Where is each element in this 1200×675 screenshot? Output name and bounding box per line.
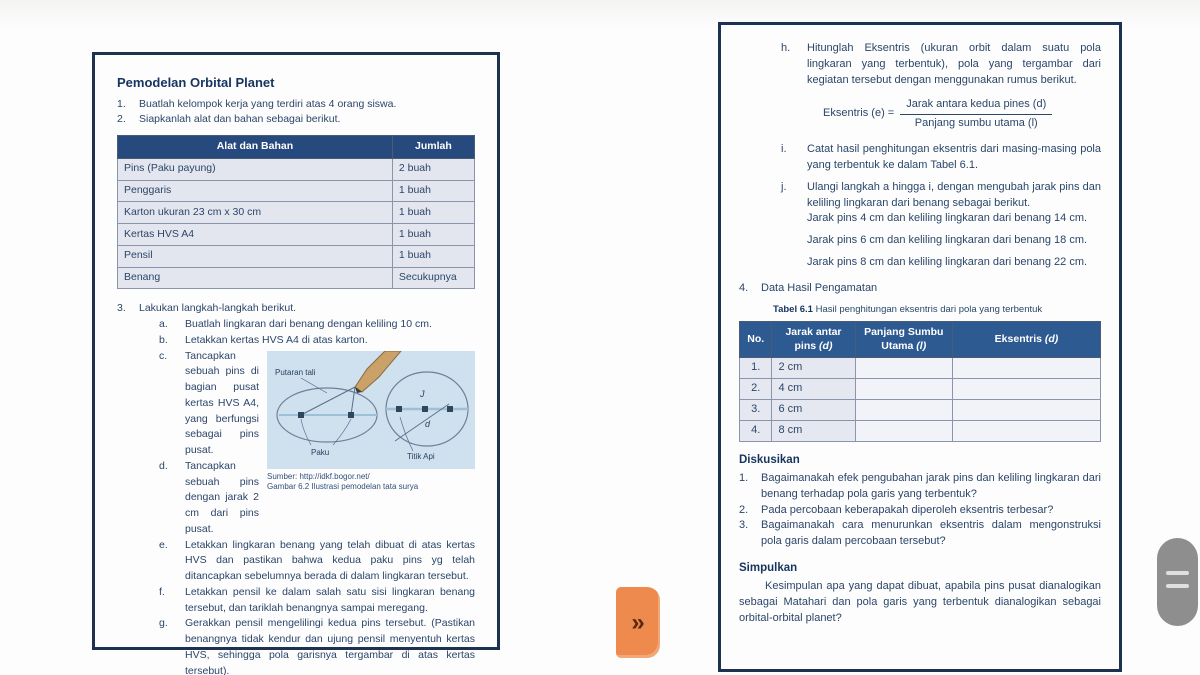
substep-text: Catat hasil penghitungan eksentris dari masing-masing pola yang terbentuk ke dalam Tabel 6.1. [807, 142, 1101, 171]
cell-no: 2. [740, 379, 772, 400]
list-number: 1. [739, 471, 749, 484]
double-chevron-right-icon: » [631, 608, 645, 636]
column-header: Jarak antar pins (d) [772, 321, 855, 357]
variation-line [781, 255, 1101, 271]
cell-qty: 1 buah [392, 202, 474, 224]
table-row [118, 158, 475, 180]
cell-qty: 2 buah [392, 158, 474, 180]
formula-lhs: Eksentris (e) = [823, 107, 895, 120]
substep [159, 349, 259, 459]
cell-item: Benang [118, 267, 393, 289]
handle-bar-icon [1166, 584, 1189, 588]
section-title: Data Hasil Pengamatan [761, 282, 878, 295]
cell-no: 1. [740, 358, 772, 379]
substep-text: Buatlah lingkaran dari benang dengan keliling 10 cm. [185, 318, 432, 330]
cell-panjang-empty [855, 421, 952, 442]
variation-line [781, 211, 1101, 227]
cell-panjang-empty [855, 379, 952, 400]
table-row [118, 267, 475, 289]
cell-qty: 1 buah [392, 224, 474, 246]
substep-text: Tancapkan sebuah pins di bagian pusat kertas HVS A4, yang berfungsi sebagai pins pusat. [185, 349, 259, 456]
page-left [92, 52, 500, 675]
column-header: No. [740, 321, 772, 357]
column-header: Panjang Sumbu Utama (l) [855, 321, 952, 357]
results-table [739, 321, 1101, 442]
substep-text: Letakkan pensil ke dalam salah satu sisi lingkaran benang tersebut, dan tariklah benangnya sampai meregang. [185, 585, 475, 614]
cell-item: Penggaris [118, 180, 393, 202]
variation-line [781, 233, 1101, 249]
substep [159, 538, 475, 585]
list-text: Pada percobaan keberapakah diperoleh eksentris terbesar? [761, 503, 1054, 516]
figure-label-pin: Paku [311, 447, 330, 457]
orbital-model-figure [267, 351, 475, 494]
formula-numerator: Jarak antara kedua pines (d) [900, 97, 1052, 115]
list-number: 3. [739, 519, 749, 532]
cell-panjang-empty [855, 358, 952, 379]
cell-jarak: 6 cm [772, 400, 855, 421]
substep-text: Tancapkan sebuah pins dengan jarak 2 cm dari pins pusat. [185, 459, 259, 535]
figure-caption: Gambar 6.2 Ilustrasi pemodelan tata surya [267, 482, 419, 492]
cell-panjang-empty [855, 400, 952, 421]
variation-text: Jarak pins 6 cm dan keliling lingkaran dari benang 18 cm. [807, 234, 1088, 247]
orbital-model-illustration [267, 351, 475, 469]
figure-label-focus: Titik Api [407, 451, 435, 461]
cell-eksentris-empty [952, 358, 1100, 379]
table-header-row [740, 321, 1101, 357]
page-title: Pemodelan Orbital Planet [117, 75, 275, 90]
substep-text: Gerakkan pensil mengelilingi kedua pins tersebut. (Pastikan benangnya tidak kendur dan ujung pensil menyentuh kertas HVS, sehingga pola garisnya tergambar di atas kertas tersebut). [185, 617, 475, 675]
discussion-heading: Diskusikan [739, 453, 800, 466]
cell-jarak: 2 cm [772, 358, 855, 379]
page-right [718, 22, 1122, 672]
column-header: Alat dan Bahan [118, 136, 393, 159]
variation-text: Jarak pins 8 cm dan keliling lingkaran dari benang 22 cm. [807, 256, 1088, 269]
cell-qty: 1 buah [392, 180, 474, 202]
substep-letter: d. [159, 459, 168, 472]
materials-table [117, 135, 475, 289]
cell-item: Pensil [118, 245, 393, 267]
list-number: 2. [739, 503, 749, 516]
substep [781, 41, 1101, 89]
substep [781, 142, 1101, 174]
cell-jarak: 4 cm [772, 379, 855, 400]
substep-text: Ulangi langkah a hingga i, dengan mengubah jarak pins dan keliling lingkaran dari benang sebagai berikut. [807, 180, 1101, 209]
substep-letter: a. [159, 318, 168, 330]
table-row [740, 400, 1101, 421]
cell-item: Pins (Paku payung) [118, 158, 393, 180]
substep-text: Letakkan kertas HVS A4 di atas karton. [185, 333, 368, 346]
list-number: 1. [117, 97, 126, 110]
list-number: 2. [117, 113, 126, 126]
table-caption-text: Hasil penghitungan eksentris dari pola yang terbentuk [812, 304, 1043, 316]
handle-bar-icon [1166, 571, 1189, 575]
table-row [118, 180, 475, 202]
substep [159, 616, 475, 675]
list-number: 3. [117, 302, 126, 315]
formula-denominator: Panjang sumbu utama (l) [914, 116, 1038, 129]
cell-qty: 1 buah [392, 245, 474, 267]
cell-no: 3. [740, 400, 772, 421]
substep [159, 585, 475, 617]
list-text: Buatlah kelompok kerja yang terdiri atas 4 orang siswa. [139, 97, 397, 110]
cell-jarak: 8 cm [772, 421, 855, 442]
substep [159, 333, 475, 349]
list-item [117, 97, 475, 113]
substep-letter: c. [159, 349, 168, 362]
table-row [740, 358, 1101, 379]
cell-eksentris-empty [952, 400, 1100, 421]
substep [159, 317, 475, 333]
section-number: 4. [739, 282, 749, 295]
substep-letter: j. [781, 180, 787, 193]
table-row [740, 379, 1101, 400]
eccentricity-formula [823, 97, 1101, 132]
substep-list [117, 317, 475, 675]
column-header: Jumlah [392, 136, 474, 159]
section-heading [739, 281, 1101, 297]
conclusion-heading: Simpulkan [739, 562, 798, 575]
list-text: Lakukan langkah-langkah berikut. [139, 302, 297, 315]
menu-handle[interactable] [1157, 538, 1198, 626]
cell-no: 4. [740, 421, 772, 442]
variation-text: Jarak pins 4 cm dan keliling lingkaran dari benang 14 cm. [807, 212, 1088, 225]
substep-list [739, 41, 1101, 271]
substep [781, 180, 1101, 212]
list-item [117, 112, 475, 128]
list-text: Bagaimanakah cara menurunkan eksentris dalam mengonstruksi pola garis dalam percobaan tersebut? [761, 519, 1101, 548]
cell-item: Kertas HVS A4 [118, 224, 393, 246]
table-caption [773, 303, 1101, 317]
table-header-row [118, 136, 475, 159]
substep-letter: f. [159, 585, 165, 598]
list-item [117, 301, 475, 317]
figure-source: Sumber: http://idkf.bogor.net/ [267, 471, 370, 481]
figure-label-d: d [425, 418, 431, 429]
figure-label-j: J [420, 388, 425, 399]
column-header: Eksentris (d) [952, 321, 1100, 357]
table-row [740, 421, 1101, 442]
discussion-item [739, 503, 1101, 519]
discussion-item [739, 518, 1101, 550]
substep-text: Letakkan lingkaran benang yang telah dibuat di atas kertas HVS dan pastikan bahwa kedua paku pins yg telah ditancapkan sebelumnya berada di dalam lingkaran tersebut. [185, 538, 475, 582]
discussion-item [739, 471, 1101, 503]
substep-letter: b. [159, 333, 168, 346]
substep-letter: g. [159, 617, 168, 630]
substep [159, 459, 259, 538]
cell-qty: Secukupnya [392, 267, 474, 289]
substep-letter: i. [781, 142, 787, 155]
table-caption-label: Tabel 6.1 [773, 304, 813, 316]
conclusion-text: Kesimpulan apa yang dapat dibuat, apabila pins pusat dianalogikan sebagai Matahari dan pola garis yang terbentuk dianalogikan sebagai orbital-orbital planet? [739, 580, 1101, 624]
cell-eksentris-empty [952, 421, 1100, 442]
substep-letter: e. [159, 538, 168, 551]
cell-eksentris-empty [952, 379, 1100, 400]
list-text: Bagaimanakah efek pengubahan jarak pins dan keliling lingkaran dari benang terhadap pola garis yang terbentuk? [761, 471, 1101, 500]
formula-fraction [900, 97, 1052, 132]
substep-letter: h. [781, 42, 791, 54]
table-row [118, 202, 475, 224]
list-text: Siapkanlah alat dan bahan sebagai berikut. [139, 113, 341, 126]
table-row [118, 245, 475, 267]
next-page-button[interactable] [616, 587, 660, 658]
table-row [118, 224, 475, 246]
cell-item: Karton ukuran 23 cm x 30 cm [118, 202, 393, 224]
substep-text: Hitunglah Eksentris (ukuran orbit dalam suatu pola lingkaran yang terbentuk), pola yang tergambar dari kegiatan tersebut dengan menggunakan rumus berikut. [807, 42, 1101, 86]
figure-label-string: Putaran tali [275, 367, 316, 377]
